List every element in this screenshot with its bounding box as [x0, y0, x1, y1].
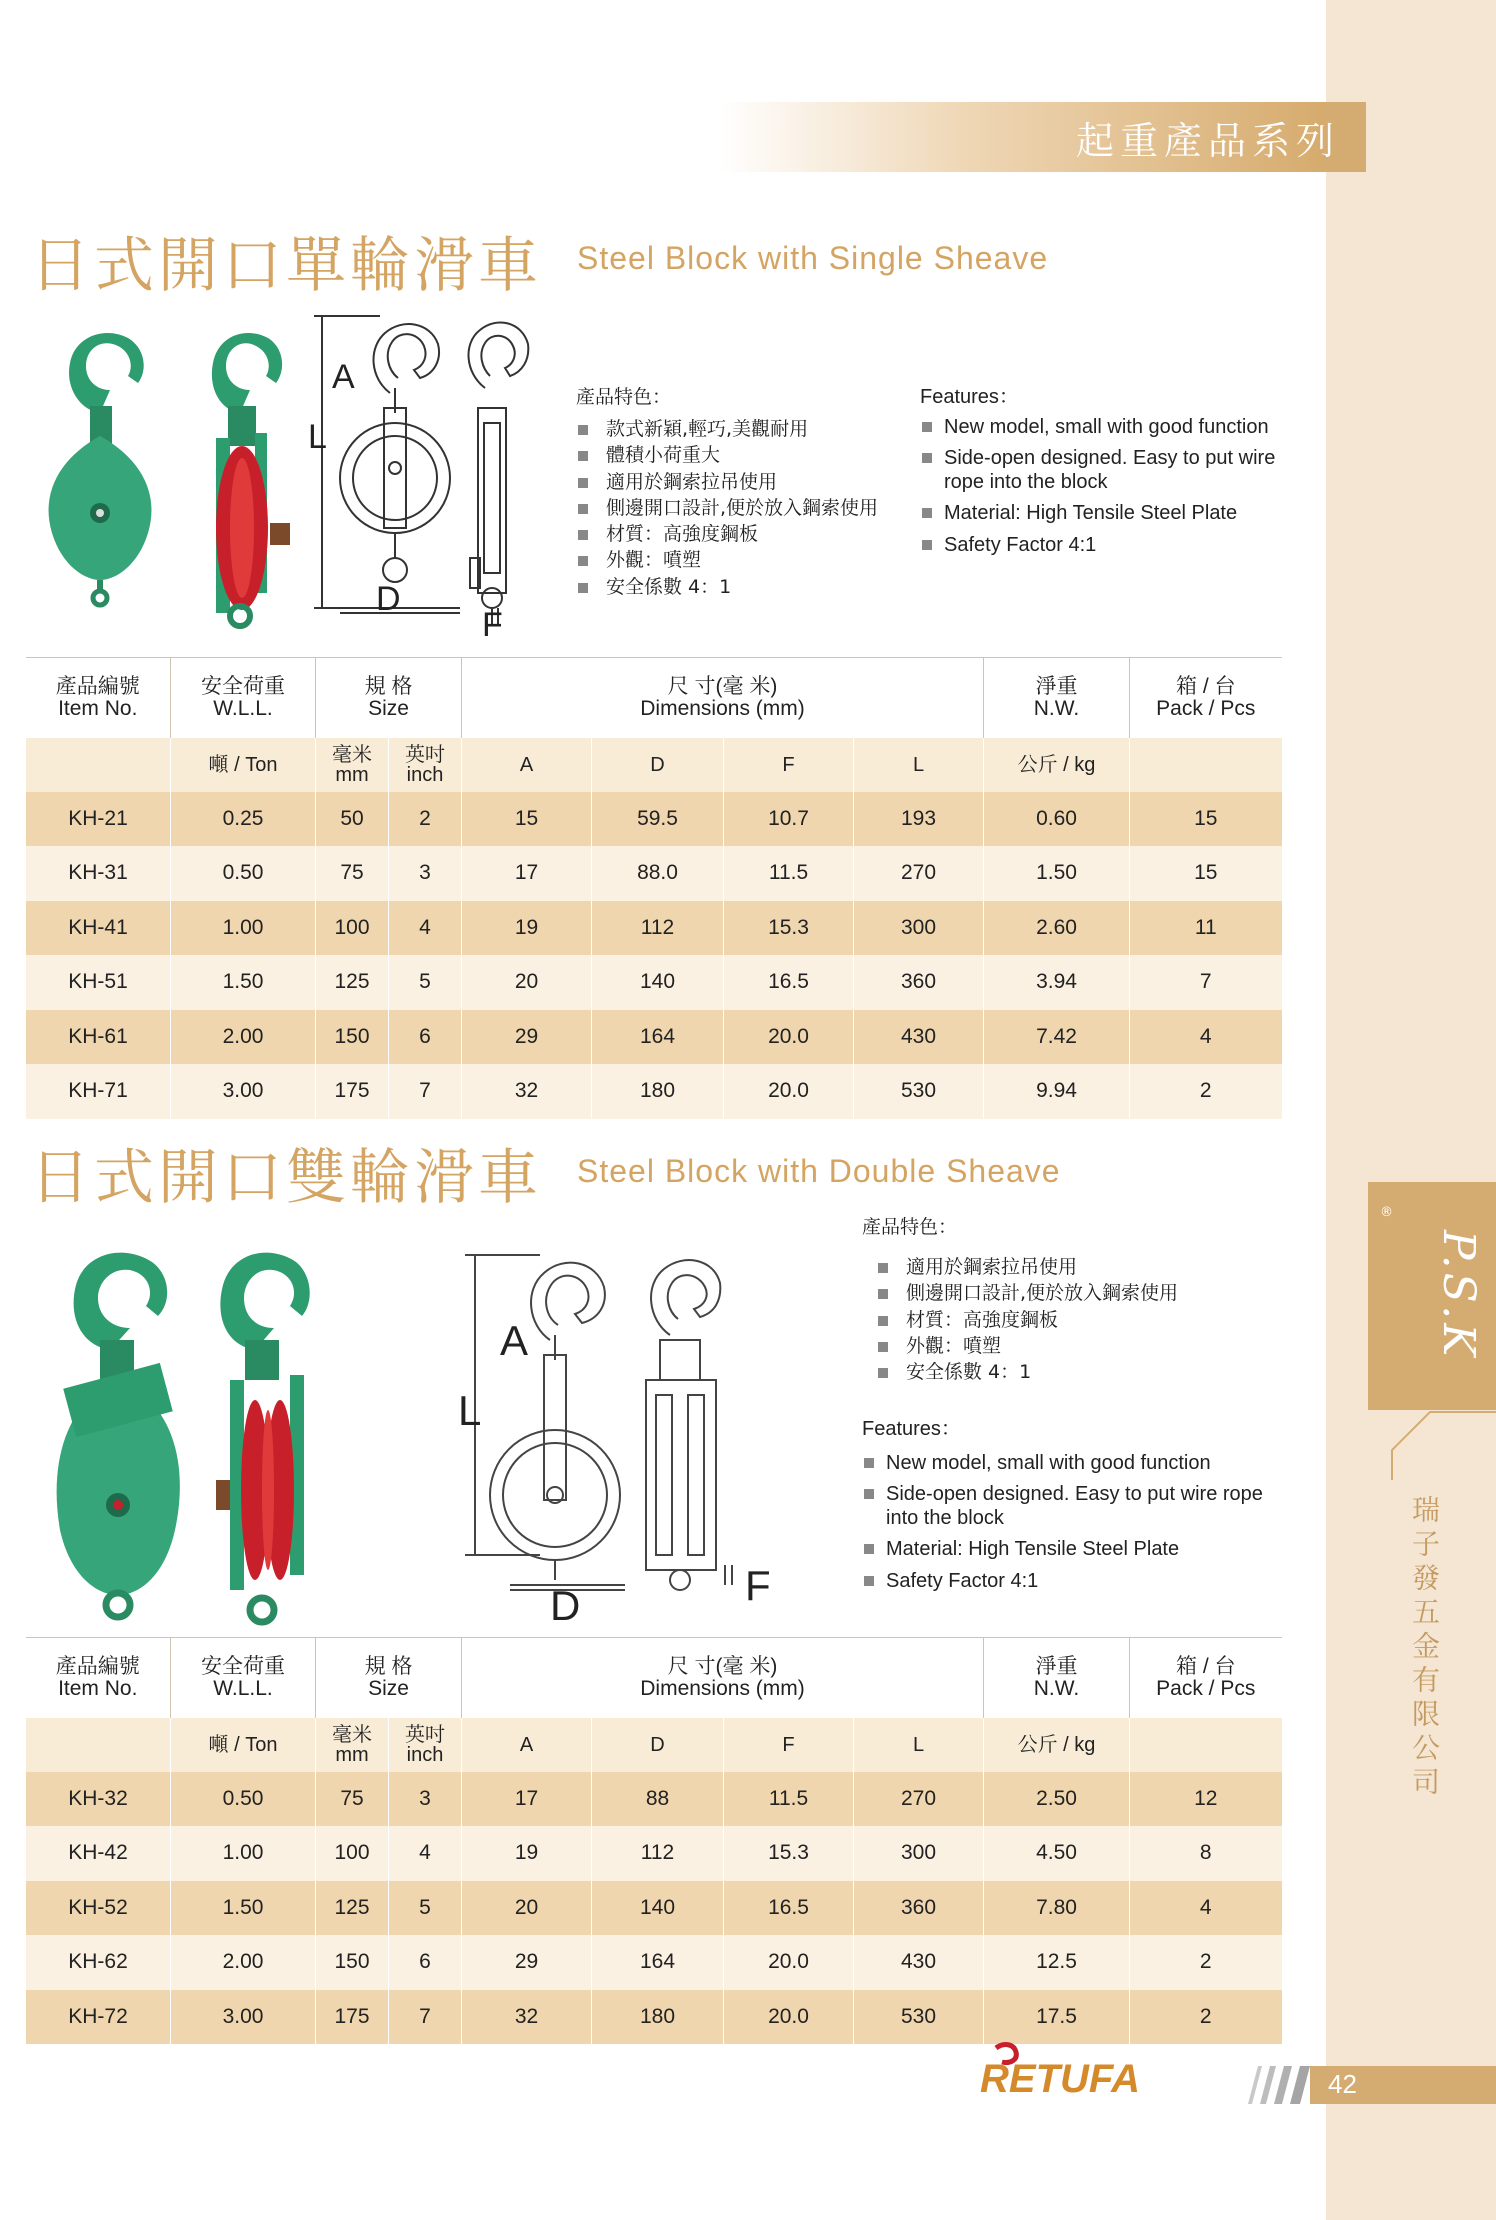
subheader-ton: 噸 / Ton [171, 738, 316, 792]
table-cell: 530 [854, 1990, 984, 2045]
table-cell: 11.5 [724, 1772, 854, 1827]
table-cell: KH-71 [26, 1064, 171, 1119]
table-cell: 32 [462, 1064, 592, 1119]
feature-item: New model, small with good function [862, 1452, 1292, 1476]
table-cell: 175 [316, 1064, 389, 1119]
table-cell: 300 [854, 901, 984, 956]
header-nw: 淨重 N.W. [984, 658, 1130, 738]
table-cell: 164 [592, 1010, 724, 1065]
table-cell: 50 [316, 792, 389, 847]
feature-item: 材質：高強度鋼板 [876, 1307, 1262, 1333]
table-cell: KH-61 [26, 1010, 171, 1065]
table-cell: 193 [854, 792, 984, 847]
feature-item: 安全係數 4：1 [876, 1359, 1262, 1385]
table-cell: 15 [462, 792, 592, 847]
table-cell: KH-72 [26, 1990, 171, 2045]
feature-item: 款式新穎,輕巧,美觀耐用 [576, 416, 926, 442]
drawing-label-d: D [550, 1582, 581, 1629]
table-cell: 175 [316, 1990, 389, 2045]
subheader-kg: 公斤 / kg [984, 1718, 1130, 1772]
drawing-label-a: A [332, 358, 355, 396]
table-cell: 7 [389, 1064, 462, 1119]
drawing-label-l: L [308, 418, 327, 456]
subheader-kg: 公斤 / kg [984, 738, 1130, 792]
table-cell: 360 [854, 955, 984, 1010]
single-title-en: Steel Block with Single Sheave [577, 240, 1049, 276]
table-row [26, 1881, 1282, 1936]
subheader-ton: 噸 / Ton [171, 1718, 316, 1772]
table-cell: 1.50 [171, 955, 316, 1010]
table-cell: 16.5 [724, 1881, 854, 1936]
double-title-cn: 日式開口雙輪滑車 [30, 1143, 542, 1213]
subheader-inch: 英吋 inch [389, 738, 462, 792]
features-cn-heading: 產品特色： [862, 1216, 958, 1238]
table-cell: 7 [1130, 955, 1282, 1010]
table-row [26, 1772, 1282, 1827]
table-cell: 1.50 [171, 1881, 316, 1936]
table-cell: 11 [1130, 901, 1282, 956]
table-cell: 2.00 [171, 1935, 316, 1990]
table-cell: 100 [316, 1826, 389, 1881]
table-cell: 4 [1130, 1881, 1282, 1936]
table-cell: 20.0 [724, 1990, 854, 2045]
table-cell: KH-31 [26, 846, 171, 901]
table-cell: 3.00 [171, 1064, 316, 1119]
table-cell: 6 [389, 1010, 462, 1065]
table-cell: 7.80 [984, 1881, 1130, 1936]
single-title-cn: 日式開口單輪滑車 [30, 231, 542, 301]
feature-item: Side-open designed. Easy to put wire rope into the block [920, 447, 1290, 494]
table-cell: 29 [462, 1935, 592, 1990]
subheader-empty [1130, 1718, 1282, 1772]
table-cell: KH-21 [26, 792, 171, 847]
header-dimensions: 尺 寸(毫 米) Dimensions (mm) [462, 658, 984, 738]
brand-logo-text: P.S.K [1433, 1229, 1484, 1361]
feature-item: 材質：高強度鋼板 [576, 521, 926, 547]
feature-item: 側邊開口設計,便於放入鋼索使用 [876, 1280, 1262, 1306]
right-sidebar [1326, 0, 1496, 2220]
table-row [26, 1064, 1282, 1119]
single-features-cn [576, 384, 926, 600]
table-cell: 4 [389, 1826, 462, 1881]
subheader-l: L [854, 1718, 984, 1772]
header-pack: 箱 / 台 Pack / Pcs [1130, 1638, 1282, 1718]
table-cell: 2 [389, 792, 462, 847]
table-cell: 270 [854, 1772, 984, 1827]
single-spec-table [25, 657, 1282, 1119]
retufa-logo [980, 2040, 1155, 2100]
subheader-l: L [854, 738, 984, 792]
double-features-en [862, 1418, 1292, 1602]
subheader-mm: 毫米 mm [316, 738, 389, 792]
table-cell: 20 [462, 955, 592, 1010]
subheader-f: F [724, 1718, 854, 1772]
table-cell: 112 [592, 1826, 724, 1881]
table-cell: 12 [1130, 1772, 1282, 1827]
subheader-f: F [724, 738, 854, 792]
table-cell: 20 [462, 1881, 592, 1936]
table-cell: 8 [1130, 1826, 1282, 1881]
table-cell: 32 [462, 1990, 592, 2045]
table-cell: 75 [316, 846, 389, 901]
table-cell: 2.60 [984, 901, 1130, 956]
table-cell: 1.00 [171, 901, 316, 956]
table-cell: 2.00 [171, 1010, 316, 1065]
table-cell: 2 [1130, 1935, 1282, 1990]
table-cell: 3.94 [984, 955, 1130, 1010]
table-cell: 11.5 [724, 846, 854, 901]
subheader-inch: 英吋 inch [389, 1718, 462, 1772]
table-cell: 20.0 [724, 1010, 854, 1065]
table-cell: 15.3 [724, 1826, 854, 1881]
subheader-a: A [462, 1718, 592, 1772]
table-cell: 1.00 [171, 1826, 316, 1881]
table-row [26, 1990, 1282, 2045]
table-cell: 9.94 [984, 1064, 1130, 1119]
subheader-d: D [592, 738, 724, 792]
feature-item: 體積小荷重大 [576, 442, 926, 468]
table-cell: 7 [389, 1990, 462, 2045]
feature-item: Material: High Tensile Steel Plate [920, 502, 1290, 526]
table-cell: 59.5 [592, 792, 724, 847]
feature-item: Side-open designed. Easy to put wire rope into the block [862, 1483, 1292, 1530]
table-cell: 4 [1130, 1010, 1282, 1065]
header-item-no: 產品編號 Item No. [26, 1638, 171, 1718]
table-cell: 2.50 [984, 1772, 1130, 1827]
subheader-mm: 毫米 mm [316, 1718, 389, 1772]
table-cell: 19 [462, 1826, 592, 1881]
features-cn-heading: 產品特色： [576, 386, 672, 408]
header-size: 規 格 Size [316, 1638, 462, 1718]
features-en-heading: Features： [920, 386, 1019, 408]
drawing-label-a: A [500, 1317, 529, 1364]
table-header-row [26, 658, 1282, 738]
feature-item: Safety Factor 4:1 [920, 534, 1290, 558]
subheader-d: D [592, 1718, 724, 1772]
table-cell: 3 [389, 846, 462, 901]
subheader-empty [26, 738, 171, 792]
feature-item: 側邊開口設計,便於放入鋼索使用 [576, 495, 926, 521]
table-row [26, 901, 1282, 956]
drawing-label-f: F [745, 1562, 771, 1609]
table-cell: 75 [316, 1772, 389, 1827]
header-pack: 箱 / 台 Pack / Pcs [1130, 658, 1282, 738]
table-row [26, 955, 1282, 1010]
table-cell: 10.7 [724, 792, 854, 847]
feature-item: Material: High Tensile Steel Plate [862, 1538, 1292, 1562]
header-dimensions: 尺 寸(毫 米) Dimensions (mm) [462, 1638, 984, 1718]
table-cell: 140 [592, 955, 724, 1010]
table-subheader-row [26, 1718, 1282, 1772]
table-cell: 125 [316, 1881, 389, 1936]
feature-item: Safety Factor 4:1 [862, 1570, 1292, 1594]
table-row [26, 792, 1282, 847]
table-cell: 15.3 [724, 901, 854, 956]
table-cell: KH-51 [26, 955, 171, 1010]
feature-item: 適用於鋼索拉吊使用 [576, 469, 926, 495]
feature-item: New model, small with good function [920, 416, 1290, 440]
header-size: 規 格 Size [316, 658, 462, 738]
logo-text: RETUFA [980, 2057, 1140, 2101]
table-cell: 430 [854, 1010, 984, 1065]
subheader-empty [26, 1718, 171, 1772]
table-cell: 1.50 [984, 846, 1130, 901]
double-block-photo [40, 1240, 340, 1630]
table-cell: KH-42 [26, 1826, 171, 1881]
feature-item: 外觀：噴塑 [876, 1333, 1262, 1359]
table-cell: 0.25 [171, 792, 316, 847]
table-cell: 6 [389, 1935, 462, 1990]
table-cell: 17 [462, 846, 592, 901]
table-cell: 150 [316, 1935, 389, 1990]
table-cell: 20.0 [724, 1064, 854, 1119]
sidebar-decor-line [1390, 1410, 1496, 1480]
table-cell: 0.50 [171, 846, 316, 901]
table-cell: KH-41 [26, 901, 171, 956]
table-cell: 19 [462, 901, 592, 956]
table-cell: KH-52 [26, 1881, 171, 1936]
table-cell: 300 [854, 1826, 984, 1881]
header-wll: 安全荷重 W.L.L. [171, 1638, 316, 1718]
drawing-label-d: D [376, 580, 401, 618]
subheader-empty [1130, 738, 1282, 792]
table-cell: KH-32 [26, 1772, 171, 1827]
registered-mark: ® [1380, 1205, 1393, 1220]
table-cell: KH-62 [26, 1935, 171, 1990]
header-nw: 淨重 N.W. [984, 1638, 1130, 1718]
drawing-label-f: F [482, 606, 503, 644]
double-block-drawing [460, 1245, 790, 1630]
subheader-a: A [462, 738, 592, 792]
table-cell: 2 [1130, 1064, 1282, 1119]
table-cell: 530 [854, 1064, 984, 1119]
table-cell: 150 [316, 1010, 389, 1065]
page-number: 42 [1328, 2069, 1357, 2099]
table-cell: 112 [592, 901, 724, 956]
double-features-cn [862, 1214, 1262, 1385]
company-name: 瑞子發五金有限公司 [1408, 1495, 1441, 1801]
table-cell: 16.5 [724, 955, 854, 1010]
table-cell: 2 [1130, 1990, 1282, 2045]
feature-item: 適用於鋼索拉吊使用 [876, 1254, 1262, 1280]
table-cell: 0.50 [171, 1772, 316, 1827]
table-cell: 17.5 [984, 1990, 1130, 2045]
series-title: 起重產品系列 [1075, 119, 1340, 163]
table-cell: 5 [389, 1881, 462, 1936]
table-cell: 125 [316, 955, 389, 1010]
single-block-drawing [308, 308, 540, 644]
features-en-heading: Features： [862, 1418, 961, 1440]
single-block-side-photo [180, 318, 310, 628]
table-cell: 88 [592, 1772, 724, 1827]
table-cell: 180 [592, 1064, 724, 1119]
table-row [26, 1826, 1282, 1881]
table-cell: 20.0 [724, 1935, 854, 1990]
table-cell: 3.00 [171, 1990, 316, 2045]
header-item-no: 產品編號 Item No. [26, 658, 171, 738]
header-wll: 安全荷重 W.L.L. [171, 658, 316, 738]
table-cell: 7.42 [984, 1010, 1130, 1065]
table-row [26, 846, 1282, 901]
feature-item: 外觀：噴塑 [576, 547, 926, 573]
table-cell: 5 [389, 955, 462, 1010]
table-cell: 88.0 [592, 846, 724, 901]
table-cell: 4.50 [984, 1826, 1130, 1881]
table-cell: 15 [1130, 792, 1282, 847]
table-row [26, 1010, 1282, 1065]
single-block-front-photo [30, 318, 170, 608]
table-cell: 0.60 [984, 792, 1130, 847]
table-cell: 12.5 [984, 1935, 1130, 1990]
table-cell: 140 [592, 1881, 724, 1936]
table-cell: 4 [389, 901, 462, 956]
table-cell: 15 [1130, 846, 1282, 901]
drawing-label-l: L [458, 1387, 482, 1434]
table-row [26, 1935, 1282, 1990]
single-features-en [920, 386, 1290, 566]
table-cell: 29 [462, 1010, 592, 1065]
table-cell: 430 [854, 1935, 984, 1990]
table-cell: 100 [316, 901, 389, 956]
table-cell: 180 [592, 1990, 724, 2045]
double-spec-table [25, 1637, 1282, 2044]
double-title-en: Steel Block with Double Sheave [577, 1153, 1061, 1189]
table-subheader-row [26, 738, 1282, 792]
table-cell: 17 [462, 1772, 592, 1827]
table-cell: 164 [592, 1935, 724, 1990]
table-cell: 360 [854, 1881, 984, 1936]
feature-item: 安全係數 4：1 [576, 574, 926, 600]
table-header-row [26, 1638, 1282, 1718]
table-cell: 270 [854, 846, 984, 901]
table-cell: 3 [389, 1772, 462, 1827]
